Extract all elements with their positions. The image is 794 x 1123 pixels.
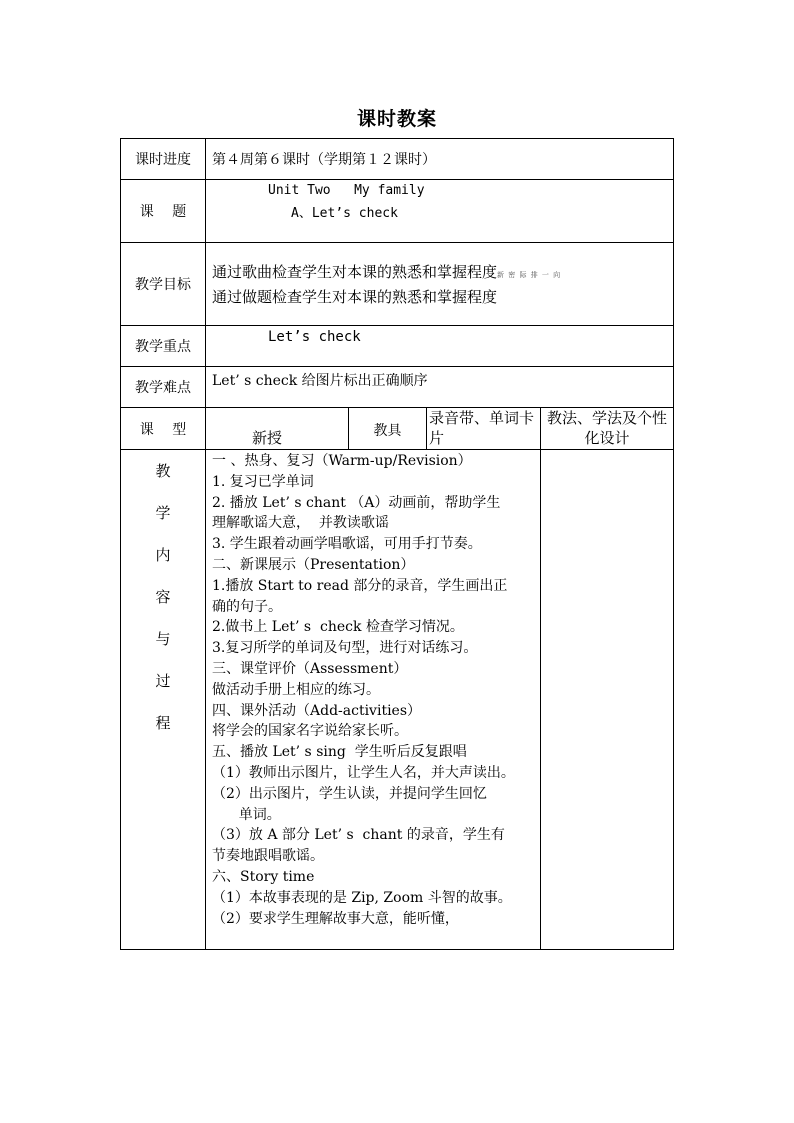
objective-line-2: 通过做题检查学生对本课的熟悉和掌握程度 [212,287,498,306]
process-line: 一 、热身、复习（Warm-up/Revision） [212,453,472,469]
process-label-cell [121,450,206,950]
difficulties-value: Let’ s check 给图片标出正确顺序 [206,367,674,408]
process-label-char: 教 [155,462,171,480]
objectives-cell [206,243,674,326]
process-line: 1.播放 Start to read 部分的录音，学生画出正 [212,577,508,594]
process-line: 3. 学生跟着动画学唱歌谣，可用手打节奏。 [212,536,482,553]
topic-cell [206,180,674,243]
objective-note: 新 密 际 排 一 向 [497,270,562,279]
topic-line-unit: Unit Two My family [268,183,425,198]
process-line: 四、课外活动（Add-activities） [212,702,422,719]
process-label-char: 程 [155,714,171,732]
process-line: （1）本故事表现的是 Zip, Zoom 斗智的故事。 [212,889,512,906]
progress-value: 第４周第６课时（学期第１２课时） [206,139,674,180]
process-line: 节奏地跟唱歌谣。 [212,848,324,865]
process-line: 确的句子。 [212,598,282,615]
topic-line-lesson: A、Let’s check [291,206,398,221]
lesson-type-label: 课 型 [121,408,206,450]
lesson-plan-table [120,138,674,950]
process-label-char: 过 [155,672,171,690]
process-line: （2）要求学生理解故事大意，能听懂， [212,910,459,927]
process-label-char: 容 [155,588,171,606]
process-content [206,450,541,950]
row-objectives [121,243,674,326]
row-topic [121,180,674,243]
row-lesson-type [121,408,674,450]
row-key-points [121,326,674,367]
objective-line-1 [212,261,673,286]
process-line: 三、课堂评价（Assessment） [212,660,408,677]
progress-label: 课时进度 [121,139,206,180]
aids-value: 录音带、单词卡片 [427,408,541,450]
process-line: 将学会的国家名字说给家长听。 [212,723,408,740]
method-label: 教法、学法及个性化设计 [541,408,674,450]
row-process [121,450,674,950]
key-points-value: Let’s check [206,326,674,367]
method-content-cell [541,450,674,950]
process-line: 五、播放 Let’ s sing 学生听后反复跟唱 [212,744,467,761]
process-label-char: 学 [155,504,171,522]
process-line: 1. 复习已学单词 [212,473,314,490]
process-line: 3.复习所学的单词及句型，进行对话练习。 [212,640,478,657]
row-progress [121,139,674,180]
process-line: 2.做书上 Let’ s check 检查学习情况。 [212,619,464,636]
process-line: 单词。 [212,806,281,823]
objectives-label: 教学目标 [121,243,206,326]
aids-label: 教具 [349,408,427,450]
lesson-type-value: 新授 [206,408,349,450]
process-line: 2. 播放 Let’ s chant （A）动画前，帮助学生 [212,494,501,511]
process-line: 理解歌谣大意， 并教读歌谣 [212,515,389,532]
process-line: （3）放 A 部分 Let’ s chant 的录音，学生有 [212,827,505,844]
document-title: 课时教案 [356,108,437,130]
difficulties-label: 教学难点 [121,367,206,408]
process-line: 做活动手册上相应的练习。 [212,681,380,698]
process-line: （1）教师出示图片，让学生人名，并大声读出。 [212,764,515,781]
process-label-char: 内 [155,546,171,564]
key-points-label: 教学重点 [121,326,206,367]
process-line: 六、Story time [212,868,315,885]
process-label [121,450,205,744]
row-difficulties [121,367,674,408]
process-line: 二、新课展示（Presentation） [212,556,415,573]
process-line: （2）出示图片，学生认读，并提问学生回忆 [212,785,487,802]
topic-label: 课 题 [121,180,206,243]
process-label-char: 与 [155,630,171,648]
objective-text-1: 通过歌曲检查学生对本课的熟悉和掌握程度 [212,262,498,281]
